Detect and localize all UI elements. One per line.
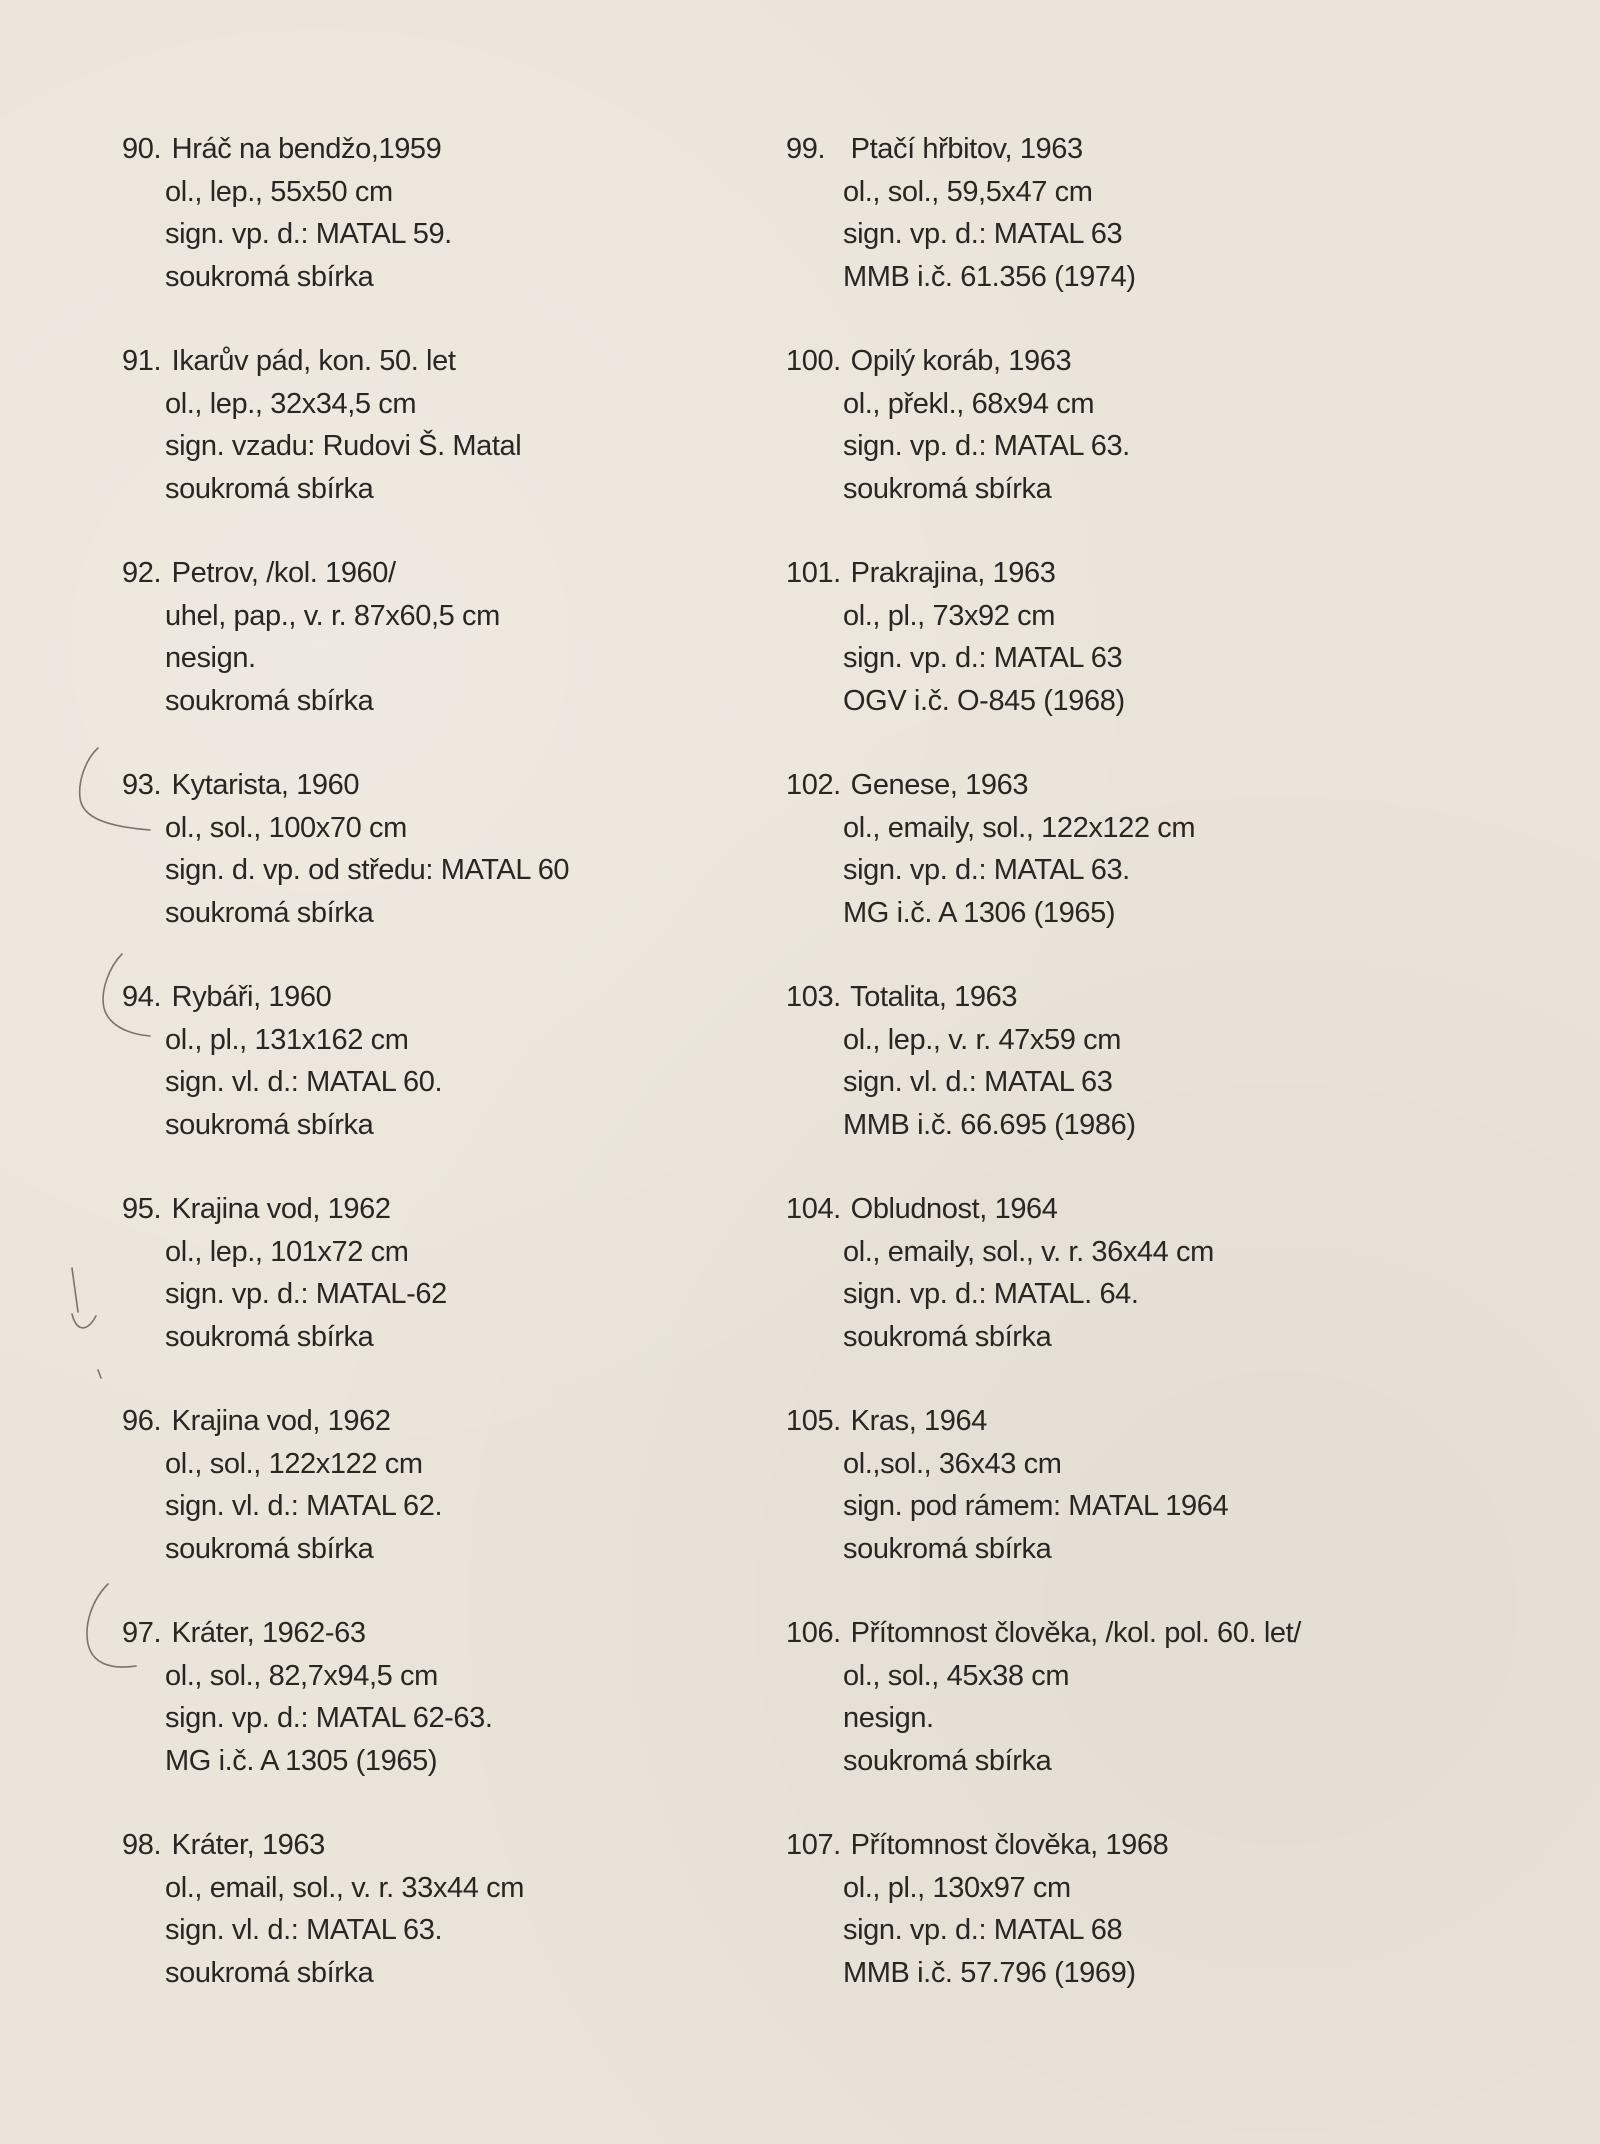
entry-number: 97. (122, 1617, 162, 1649)
entry-number: 92. (122, 557, 162, 589)
entry-signature: sign. pod rámem: MATAL 1964 (843, 1490, 1229, 1522)
entry-medium: ol.,sol., 36x43 cm (843, 1447, 1062, 1480)
entry-signature: nesign. (165, 642, 256, 674)
entry-medium: ol., lep., 55x50 cm (165, 175, 393, 208)
entry-medium: ol., sol., 45x38 cm (843, 1659, 1070, 1692)
entry-title-line (786, 976, 1301, 1019)
entry-title: Kráter, 1962-63 (171, 1617, 366, 1649)
entry-number: 104. (786, 1193, 841, 1225)
entry-medium: ol., pl., 130x97 cm (843, 1871, 1071, 1904)
entry-title-line (122, 1612, 569, 1655)
entry-title-line (786, 1188, 1301, 1231)
entry-number: 94. (122, 981, 162, 1013)
entry-title-line (786, 1400, 1301, 1443)
entry-title-line (122, 128, 569, 171)
entry-number: 93. (122, 769, 162, 801)
entry-number: 96. (122, 1405, 162, 1437)
entry-collection: OGV i.č. O-845 (1968) (843, 684, 1125, 717)
entry-number: 102. (786, 769, 841, 801)
entry-title-line (122, 1824, 569, 1867)
catalogue-entry (786, 976, 1301, 1188)
entry-medium: ol., pl., 73x92 cm (843, 599, 1056, 632)
entry-signature: sign. vp. d.: MATAL 62-63. (165, 1702, 493, 1734)
catalogue-entry (786, 1188, 1301, 1400)
entry-title-line (786, 764, 1301, 807)
entry-title-line (786, 128, 1301, 171)
pencil-mark-95-stroke (72, 1268, 78, 1312)
entry-title: Kytarista, 1960 (171, 769, 360, 801)
entry-collection: soukromá sbírka (843, 1320, 1052, 1353)
catalogue-entry (786, 1824, 1301, 2036)
catalogue-entry (786, 1400, 1301, 1612)
entry-title: Krajina vod, 1962 (171, 1193, 391, 1225)
entry-number: 100. (786, 345, 841, 377)
entry-collection: soukromá sbírka (165, 1532, 374, 1565)
entry-signature: sign. vp. d.: MATAL. 64. (843, 1278, 1139, 1310)
entry-medium: ol., sol., 100x70 cm (165, 811, 407, 844)
catalogue-entry (786, 552, 1301, 764)
catalogue-entry (122, 1400, 569, 1612)
entry-medium: ol., sol., 59,5x47 cm (843, 175, 1093, 208)
entry-number: 107. (786, 1829, 841, 1861)
entry-title: Genese, 1963 (850, 769, 1029, 801)
entry-number: 98. (122, 1829, 162, 1861)
entry-collection: soukromá sbírka (165, 1320, 374, 1353)
entry-title: Přítomnost člověka, 1968 (850, 1829, 1169, 1861)
entry-title: Krajina vod, 1962 (171, 1405, 391, 1437)
catalogue-entry (786, 1612, 1301, 1824)
entry-medium: ol., pl., 131x162 cm (165, 1023, 409, 1056)
entry-title: Totalita, 1963 (850, 981, 1018, 1013)
entry-title: Obludnost, 1964 (850, 1193, 1058, 1225)
catalogue-entry (122, 128, 569, 340)
entry-signature: sign. vl. d.: MATAL 60. (165, 1066, 443, 1098)
catalogue-entry (122, 1824, 569, 2036)
entry-title: Ikarův pád, kon. 50. let (171, 345, 456, 377)
entry-medium: ol., emaily, sol., 122x122 cm (843, 811, 1196, 844)
catalogue-entry (786, 128, 1301, 340)
entry-title-line (786, 552, 1301, 595)
catalogue-entry (786, 764, 1301, 976)
entry-number: 105. (786, 1405, 841, 1437)
catalogue-entry (122, 340, 569, 552)
entry-collection: MG i.č. A 1305 (1965) (165, 1744, 438, 1777)
entry-title-line (122, 1188, 569, 1231)
entry-number: 91. (122, 345, 162, 377)
entry-title: Kráter, 1963 (171, 1829, 325, 1861)
entry-signature: sign. vl. d.: MATAL 62. (165, 1490, 443, 1522)
entry-medium: ol., sol., 122x122 cm (165, 1447, 423, 1480)
catalogue-column-right (786, 128, 1301, 2036)
catalogue-entry (122, 552, 569, 764)
entry-medium: uhel, pap., v. r. 87x60,5 cm (165, 599, 500, 632)
entry-title: Petrov, /kol. 1960/ (171, 557, 396, 589)
entry-collection: soukromá sbírka (165, 1108, 374, 1141)
entry-title-line (122, 764, 569, 807)
entry-number: 106. (786, 1617, 841, 1649)
entry-collection: soukromá sbírka (165, 684, 374, 717)
pencil-tick-95 (98, 1370, 101, 1378)
entry-medium: ol., překl., 68x94 cm (843, 387, 1095, 420)
entry-number: 99. (786, 133, 826, 165)
catalogue-entry (122, 1612, 569, 1824)
entry-medium: ol., lep., 101x72 cm (165, 1235, 409, 1268)
entry-number: 95. (122, 1193, 162, 1225)
entry-signature: sign. vl. d.: MATAL 63. (165, 1914, 443, 1946)
entry-collection: MMB i.č. 66.695 (1986) (843, 1108, 1136, 1141)
entry-medium: ol., lep., v. r. 47x59 cm (843, 1023, 1121, 1056)
catalogue-entry (122, 764, 569, 976)
entry-medium: ol., emaily, sol., v. r. 36x44 cm (843, 1235, 1214, 1268)
entry-title: Přítomnost člověka, /kol. pol. 60. let/ (850, 1617, 1301, 1649)
entry-title: Hráč na bendžo,1959 (171, 133, 442, 165)
entry-collection: soukromá sbírka (165, 1956, 374, 1989)
entry-signature: sign. vp. d.: MATAL 63. (843, 430, 1130, 462)
entry-title-line (786, 1612, 1301, 1655)
entry-collection: MMB i.č. 57.796 (1969) (843, 1956, 1136, 1989)
entry-title-line (122, 1400, 569, 1443)
entry-title-line (786, 340, 1301, 383)
entry-title: Ptačí hřbitov, 1963 (850, 133, 1083, 165)
entry-collection: MMB i.č. 61.356 (1974) (843, 260, 1136, 293)
entry-medium: ol., sol., 82,7x94,5 cm (165, 1659, 438, 1692)
entry-signature: sign. vzadu: Rudovi Š. Matal (165, 430, 522, 462)
entry-signature: sign. vp. d.: MATAL 63 (843, 642, 1123, 674)
entry-title: Prakrajina, 1963 (850, 557, 1056, 589)
catalogue-entry (786, 340, 1301, 552)
entry-collection: soukromá sbírka (165, 472, 374, 505)
entry-title: Opilý koráb, 1963 (850, 345, 1072, 377)
entry-number: 103. (786, 981, 841, 1013)
entry-signature: sign. vl. d.: MATAL 63 (843, 1066, 1113, 1098)
pencil-mark-95-curve (72, 1314, 96, 1328)
entry-signature: sign. vp. d.: MATAL-62 (165, 1278, 447, 1310)
entry-title-line (122, 552, 569, 595)
entry-signature: sign. d. vp. od středu: MATAL 60 (165, 854, 570, 886)
entry-collection: soukromá sbírka (843, 1744, 1052, 1777)
catalogue-column-left (122, 128, 569, 2036)
entry-collection: soukromá sbírka (165, 260, 374, 293)
catalogue-entry (122, 976, 569, 1188)
entry-collection: soukromá sbírka (843, 1532, 1052, 1565)
entry-medium: ol., lep., 32x34,5 cm (165, 387, 417, 420)
entry-title-line (122, 340, 569, 383)
entry-number: 90. (122, 133, 162, 165)
entry-collection: MG i.č. A 1306 (1965) (843, 896, 1116, 929)
entry-signature: sign. vp. d.: MATAL 63. (843, 854, 1130, 886)
entry-collection: soukromá sbírka (843, 472, 1052, 505)
entry-collection: soukromá sbírka (165, 896, 374, 929)
entry-title: Rybáři, 1960 (171, 981, 332, 1013)
entry-signature: nesign. (843, 1702, 934, 1734)
entry-title-line (786, 1824, 1301, 1867)
entry-title-line (122, 976, 569, 1019)
entry-signature: sign. vp. d.: MATAL 59. (165, 218, 452, 250)
entry-number: 101. (786, 557, 841, 589)
entry-signature: sign. vp. d.: MATAL 68 (843, 1914, 1123, 1946)
entry-title: Kras, 1964 (850, 1405, 987, 1437)
catalogue-entry (122, 1188, 569, 1400)
entry-signature: sign. vp. d.: MATAL 63 (843, 218, 1123, 250)
entry-medium: ol., email, sol., v. r. 33x44 cm (165, 1871, 524, 1904)
